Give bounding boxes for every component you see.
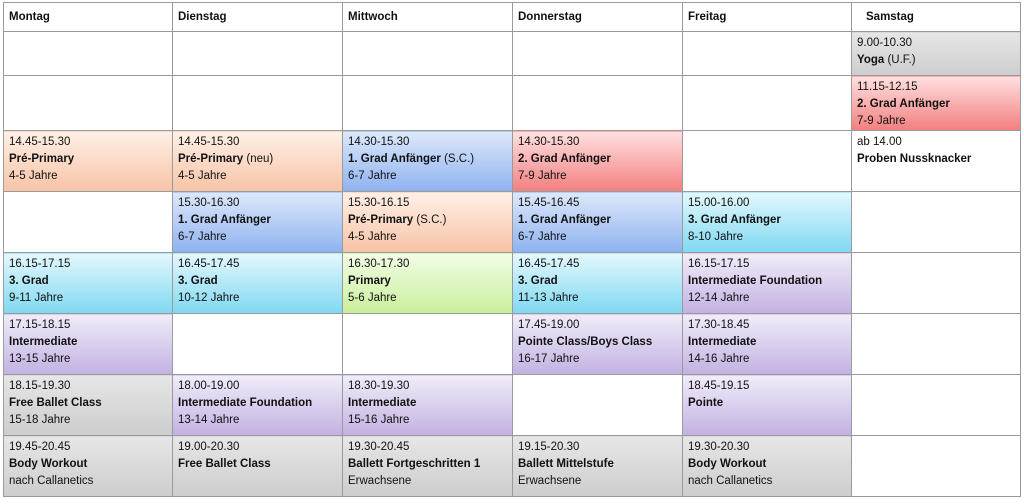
class-title-line [688,334,847,351]
class-cell [343,375,513,436]
schedule-row [4,32,1021,76]
empty-cell [852,253,1021,314]
empty-cell [343,314,513,375]
class-cell [852,131,1021,192]
class-time: 18.15-19.30 [9,380,71,392]
class-cell [173,253,343,314]
schedule-row [4,375,1021,436]
class-detail: 15-18 Jahre [9,414,71,426]
day-header-mittwoch: Mittwoch [343,3,513,32]
class-cell [173,192,343,253]
empty-cell [852,375,1021,436]
class-name: Pointe [688,397,724,409]
class-cell [4,314,173,375]
class-detail: 4-5 Jahre [9,170,58,182]
class-time: 19.00-20.30 [178,441,240,453]
class-detail: 12-14 Jahre [688,292,750,304]
schedule-row [4,314,1021,375]
class-detail: 7-9 Jahre [518,170,567,182]
empty-cell [513,32,683,76]
empty-cell [4,76,173,131]
empty-cell [513,76,683,131]
day-header-row [4,3,1021,32]
class-time: 19.30-20.45 [348,441,410,453]
class-cell [343,253,513,314]
empty-cell [173,314,343,375]
class-detail: 6-7 Jahre [178,231,227,243]
class-time: 15.30-16.15 [348,197,410,209]
class-detail: 16-17 Jahre [518,353,580,365]
class-time: 16.45-17.45 [178,258,240,270]
class-cell [513,131,683,192]
class-time: 17.30-18.45 [688,319,750,331]
class-time: 14.30-15.30 [518,136,580,148]
class-name: 1. Grad Anfänger [348,153,441,165]
class-note: (S.C.) [413,214,447,226]
class-time: 17.45-19.00 [518,319,580,331]
class-name: Body Workout [688,458,767,470]
class-title-line [688,273,847,290]
class-cell [683,192,852,253]
class-detail: nach Callanetics [688,475,773,487]
class-title-line [178,273,338,290]
class-title-line [518,151,678,168]
class-detail: 13-15 Jahre [9,353,71,365]
class-note: (S.C.) [440,153,475,165]
class-time: 16.15-17.15 [688,258,750,270]
class-title-line [9,334,168,351]
class-time: 19.45-20.45 [9,441,71,453]
class-time: 18.30-19.30 [348,380,410,392]
empty-cell [683,131,852,192]
class-cell [513,192,683,253]
class-name: 3. Grad [178,275,218,287]
class-name: Body Workout [9,458,88,470]
class-cell [343,131,513,192]
class-title-line [9,456,168,473]
empty-cell [852,314,1021,375]
schedule-row [4,436,1021,497]
class-name: Ballett Mittelstufe [518,458,614,470]
class-title-line [518,456,678,473]
day-header-dienstag: Dienstag [173,3,343,32]
class-cell [513,253,683,314]
class-name: Ballett Fortgeschritten 1 [348,458,481,470]
empty-cell [343,32,513,76]
class-name: Pointe Class/Boys Class [518,336,653,348]
empty-cell [683,76,852,131]
class-cell [683,436,852,497]
class-cell [852,32,1021,76]
class-detail: 10-12 Jahre [178,292,240,304]
class-cell [4,131,173,192]
class-title-line [348,395,508,412]
empty-cell [852,436,1021,497]
class-title-line [348,151,508,168]
day-header-freitag: Freitag [683,3,852,32]
class-title-line [857,52,1016,69]
class-title-line [9,395,168,412]
class-title-line [518,273,678,290]
schedule-row [4,131,1021,192]
class-name: 3. Grad [9,275,49,287]
empty-cell [852,192,1021,253]
class-name: Primary [348,275,391,287]
class-detail: 4-5 Jahre [178,170,227,182]
schedule-row [4,192,1021,253]
class-title-line [688,456,847,473]
empty-cell [4,192,173,253]
class-cell [683,375,852,436]
empty-cell [683,32,852,76]
class-cell [173,131,343,192]
class-title-line [857,151,1016,168]
schedule-row [4,253,1021,314]
empty-cell [173,32,343,76]
class-detail: 15-16 Jahre [348,414,410,426]
class-name: Pré-Primary [178,153,244,165]
class-time: 14.45-15.30 [9,136,71,148]
class-time: 15.00-16.00 [688,197,750,209]
class-detail: Erwachsene [518,475,582,487]
class-name: 1. Grad Anfänger [178,214,271,226]
class-name: Intermediate [348,397,417,409]
class-title-line [518,334,678,351]
class-cell [852,76,1021,131]
day-header-montag: Montag [4,3,173,32]
class-title-line [518,212,678,229]
class-title-line [9,151,168,168]
class-cell [4,253,173,314]
schedule-row [4,76,1021,131]
class-name: Pré-Primary [9,153,75,165]
class-name: Intermediate [688,336,757,348]
class-time: 16.15-17.15 [9,258,71,270]
class-time: 15.45-16.45 [518,197,580,209]
class-time: 16.30-17.30 [348,258,410,270]
class-detail: 14-16 Jahre [688,353,750,365]
class-name: 1. Grad Anfänger [518,214,611,226]
class-time: 18.45-19.15 [688,380,750,392]
class-name: 2. Grad Anfänger [857,98,950,110]
schedule-wrapper [3,2,1021,497]
class-name: Yoga [857,54,885,66]
empty-cell [4,32,173,76]
class-detail: 13-14 Jahre [178,414,240,426]
class-detail: 6-7 Jahre [518,231,567,243]
class-name: Free Ballet Class [178,458,271,470]
class-title-line [348,456,508,473]
class-title-line [178,456,338,473]
day-header-samstag: Samstag [852,3,1021,32]
class-time: 19.30-20.30 [688,441,750,453]
empty-cell [343,76,513,131]
class-cell [4,375,173,436]
class-detail: 4-5 Jahre [348,231,397,243]
class-cell [173,375,343,436]
class-name: Pré-Primary [348,214,414,226]
class-cell [343,192,513,253]
day-header-donnerstag: Donnerstag [513,3,683,32]
class-name: Intermediate Foundation [688,275,823,287]
class-detail: Erwachsene [348,475,412,487]
class-time: 14.45-15.30 [178,136,240,148]
class-detail: 8-10 Jahre [688,231,743,243]
class-detail: 11-13 Jahre [518,292,579,304]
empty-cell [173,76,343,131]
class-time: 17.15-18.15 [9,319,71,331]
class-title-line [348,273,508,290]
class-note: (neu) [243,153,274,165]
class-name: Free Ballet Class [9,397,102,409]
class-title-line [178,395,338,412]
class-cell [4,436,173,497]
class-title-line [178,212,338,229]
class-cell [343,436,513,497]
class-name: Intermediate [9,336,78,348]
class-time: 15.30-16.30 [178,197,240,209]
class-time: 16.45-17.45 [518,258,580,270]
empty-cell [513,375,683,436]
class-name: 2. Grad Anfänger [518,153,611,165]
class-detail: 6-7 Jahre [348,170,397,182]
class-time: 9.00-10.30 [857,37,912,49]
class-time: 18.00-19.00 [178,380,240,392]
class-cell [173,436,343,497]
class-cell [683,314,852,375]
class-detail: 7-9 Jahre [857,115,906,127]
class-time: 19.15-20.30 [518,441,580,453]
class-detail: nach Callanetics [9,475,94,487]
class-title-line [178,151,338,168]
class-time: 11.15-12.15 [857,81,918,93]
class-note: (U.F.) [884,54,916,66]
class-time: ab 14.00 [857,136,902,148]
class-title-line [857,96,1016,113]
class-time: 14.30-15.30 [348,136,410,148]
class-detail: 5-6 Jahre [348,292,397,304]
class-detail: 9-11 Jahre [9,292,64,304]
class-name: 3. Grad [518,275,558,287]
class-cell [683,253,852,314]
class-title-line [688,212,847,229]
class-title-line [348,212,508,229]
class-name: 3. Grad Anfänger [688,214,781,226]
class-cell [513,436,683,497]
class-name: Proben Nussknacker [857,153,972,165]
weekly-schedule-table [3,2,1021,497]
class-title-line [9,273,168,290]
class-name: Intermediate Foundation [178,397,313,409]
class-cell [513,314,683,375]
class-title-line [688,395,847,412]
